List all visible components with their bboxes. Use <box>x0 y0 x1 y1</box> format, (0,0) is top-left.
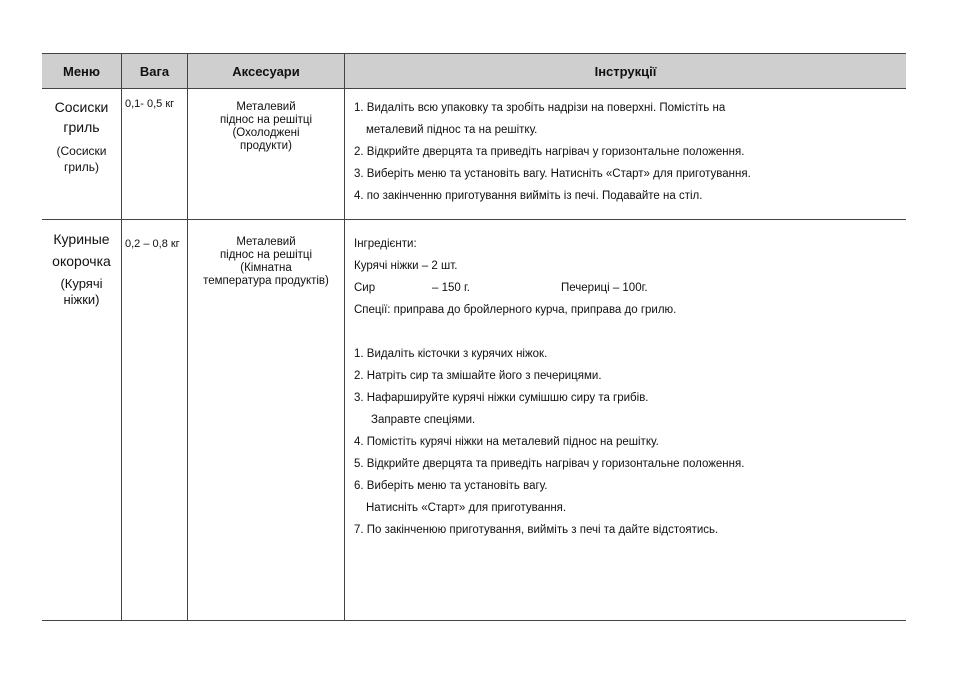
accessories-line: (Охолоджені <box>232 127 300 139</box>
ingredients-label: Інгредієнти: <box>354 238 417 250</box>
ingredient-cheese-weight: – 150 г. <box>432 282 470 294</box>
instruction-step: 2. Натріть сир та змішайте його з печерицями. <box>354 370 602 382</box>
weight-cell: 0,1- 0,5 кг <box>122 89 188 219</box>
menu-cell <box>42 220 122 620</box>
instruction-step: 1. Видаліть всю упаковку та зробіть надрізи на поверхні. Помістіть на <box>354 102 726 114</box>
accessories-line: піднос на решітці <box>219 249 313 261</box>
cooking-table <box>42 53 906 621</box>
accessories-cell <box>188 220 345 620</box>
accessories-line: продукти) <box>240 140 292 152</box>
spices: Спеції: приправа до бройлерного курча, приправа до грилю. <box>354 304 677 316</box>
instructions-cell <box>345 89 906 219</box>
menu-cell <box>42 89 122 219</box>
spacer <box>354 321 906 343</box>
header-weight: Вага <box>122 54 188 88</box>
instruction-step: 7. По закінченюю приготування, вийміть з печі та дайте відстоятись. <box>354 524 719 536</box>
ingredient-cheese-mushrooms <box>354 277 906 299</box>
menu-name-line: Сосиски <box>54 99 109 115</box>
menu-translation-line: (Курячі <box>60 276 103 291</box>
menu-translation-line: гриль) <box>63 160 99 174</box>
accessories-line: (Кімнатна <box>240 262 292 274</box>
instruction-step: 6. Виберіть меню та установіть вагу. <box>354 480 548 492</box>
header-menu: Меню <box>42 54 122 88</box>
table-row <box>42 89 906 220</box>
header-accessories: Аксесуари <box>188 54 345 88</box>
menu-translation-line: (Сосиски <box>56 144 107 158</box>
accessories-line: Металевий <box>236 236 296 248</box>
instruction-step: 2. Відкрийте дверцята та приведіть нагрівач у горизонтальне положення. <box>354 146 745 158</box>
accessories-line: Металевий <box>236 101 296 113</box>
table-row <box>42 220 906 621</box>
accessories-line: піднос на решітці <box>219 114 313 126</box>
instruction-step: 3. Виберіть меню та установіть вагу. Натисніть «Старт» для приготування. <box>354 168 751 180</box>
menu-translation <box>42 276 121 308</box>
instruction-step: Заправте спеціями. <box>371 414 476 426</box>
menu-name-line: окорочка <box>52 253 111 269</box>
menu-name-line: Куриные <box>53 231 110 247</box>
instructions-cell <box>345 220 906 620</box>
instruction-step: 3. Нафаршируйте курячі ніжки сумішшю сиру та грибів. <box>354 392 649 404</box>
instruction-step: 4. Помістіть курячі ніжки на металевий піднос на решітку. <box>354 436 659 448</box>
instruction-step: Натисніть «Старт» для приготування. <box>366 502 567 514</box>
instruction-step: 5. Відкрийте дверцята та приведіть нагрівач у горизонтальне положення. <box>354 458 745 470</box>
menu-translation-line: ніжки) <box>63 292 100 307</box>
instruction-step: металевий піднос та на решітку. <box>366 124 538 136</box>
instruction-step: 4. по закінченню приготування вийміть із печі. Подавайте на стіл. <box>354 190 703 202</box>
table-header <box>42 53 906 89</box>
instruction-step: 1. Видаліть кісточки з курячих ніжок. <box>354 348 548 360</box>
header-instructions: Інструкції <box>594 63 657 79</box>
ingredient-legs: Курячі ніжки – 2 шт. <box>354 260 458 272</box>
menu-translation <box>42 143 121 175</box>
document-page <box>42 53 906 621</box>
accessories-cell <box>188 89 345 219</box>
accessories-line: температура продуктів) <box>203 275 329 287</box>
menu-name-line: гриль <box>63 119 100 135</box>
ingredient-mushrooms: Печериці – 100г. <box>561 282 648 294</box>
ingredient-cheese: Сир <box>354 282 376 294</box>
weight-cell: 0,2 – 0,8 кг <box>122 220 188 620</box>
